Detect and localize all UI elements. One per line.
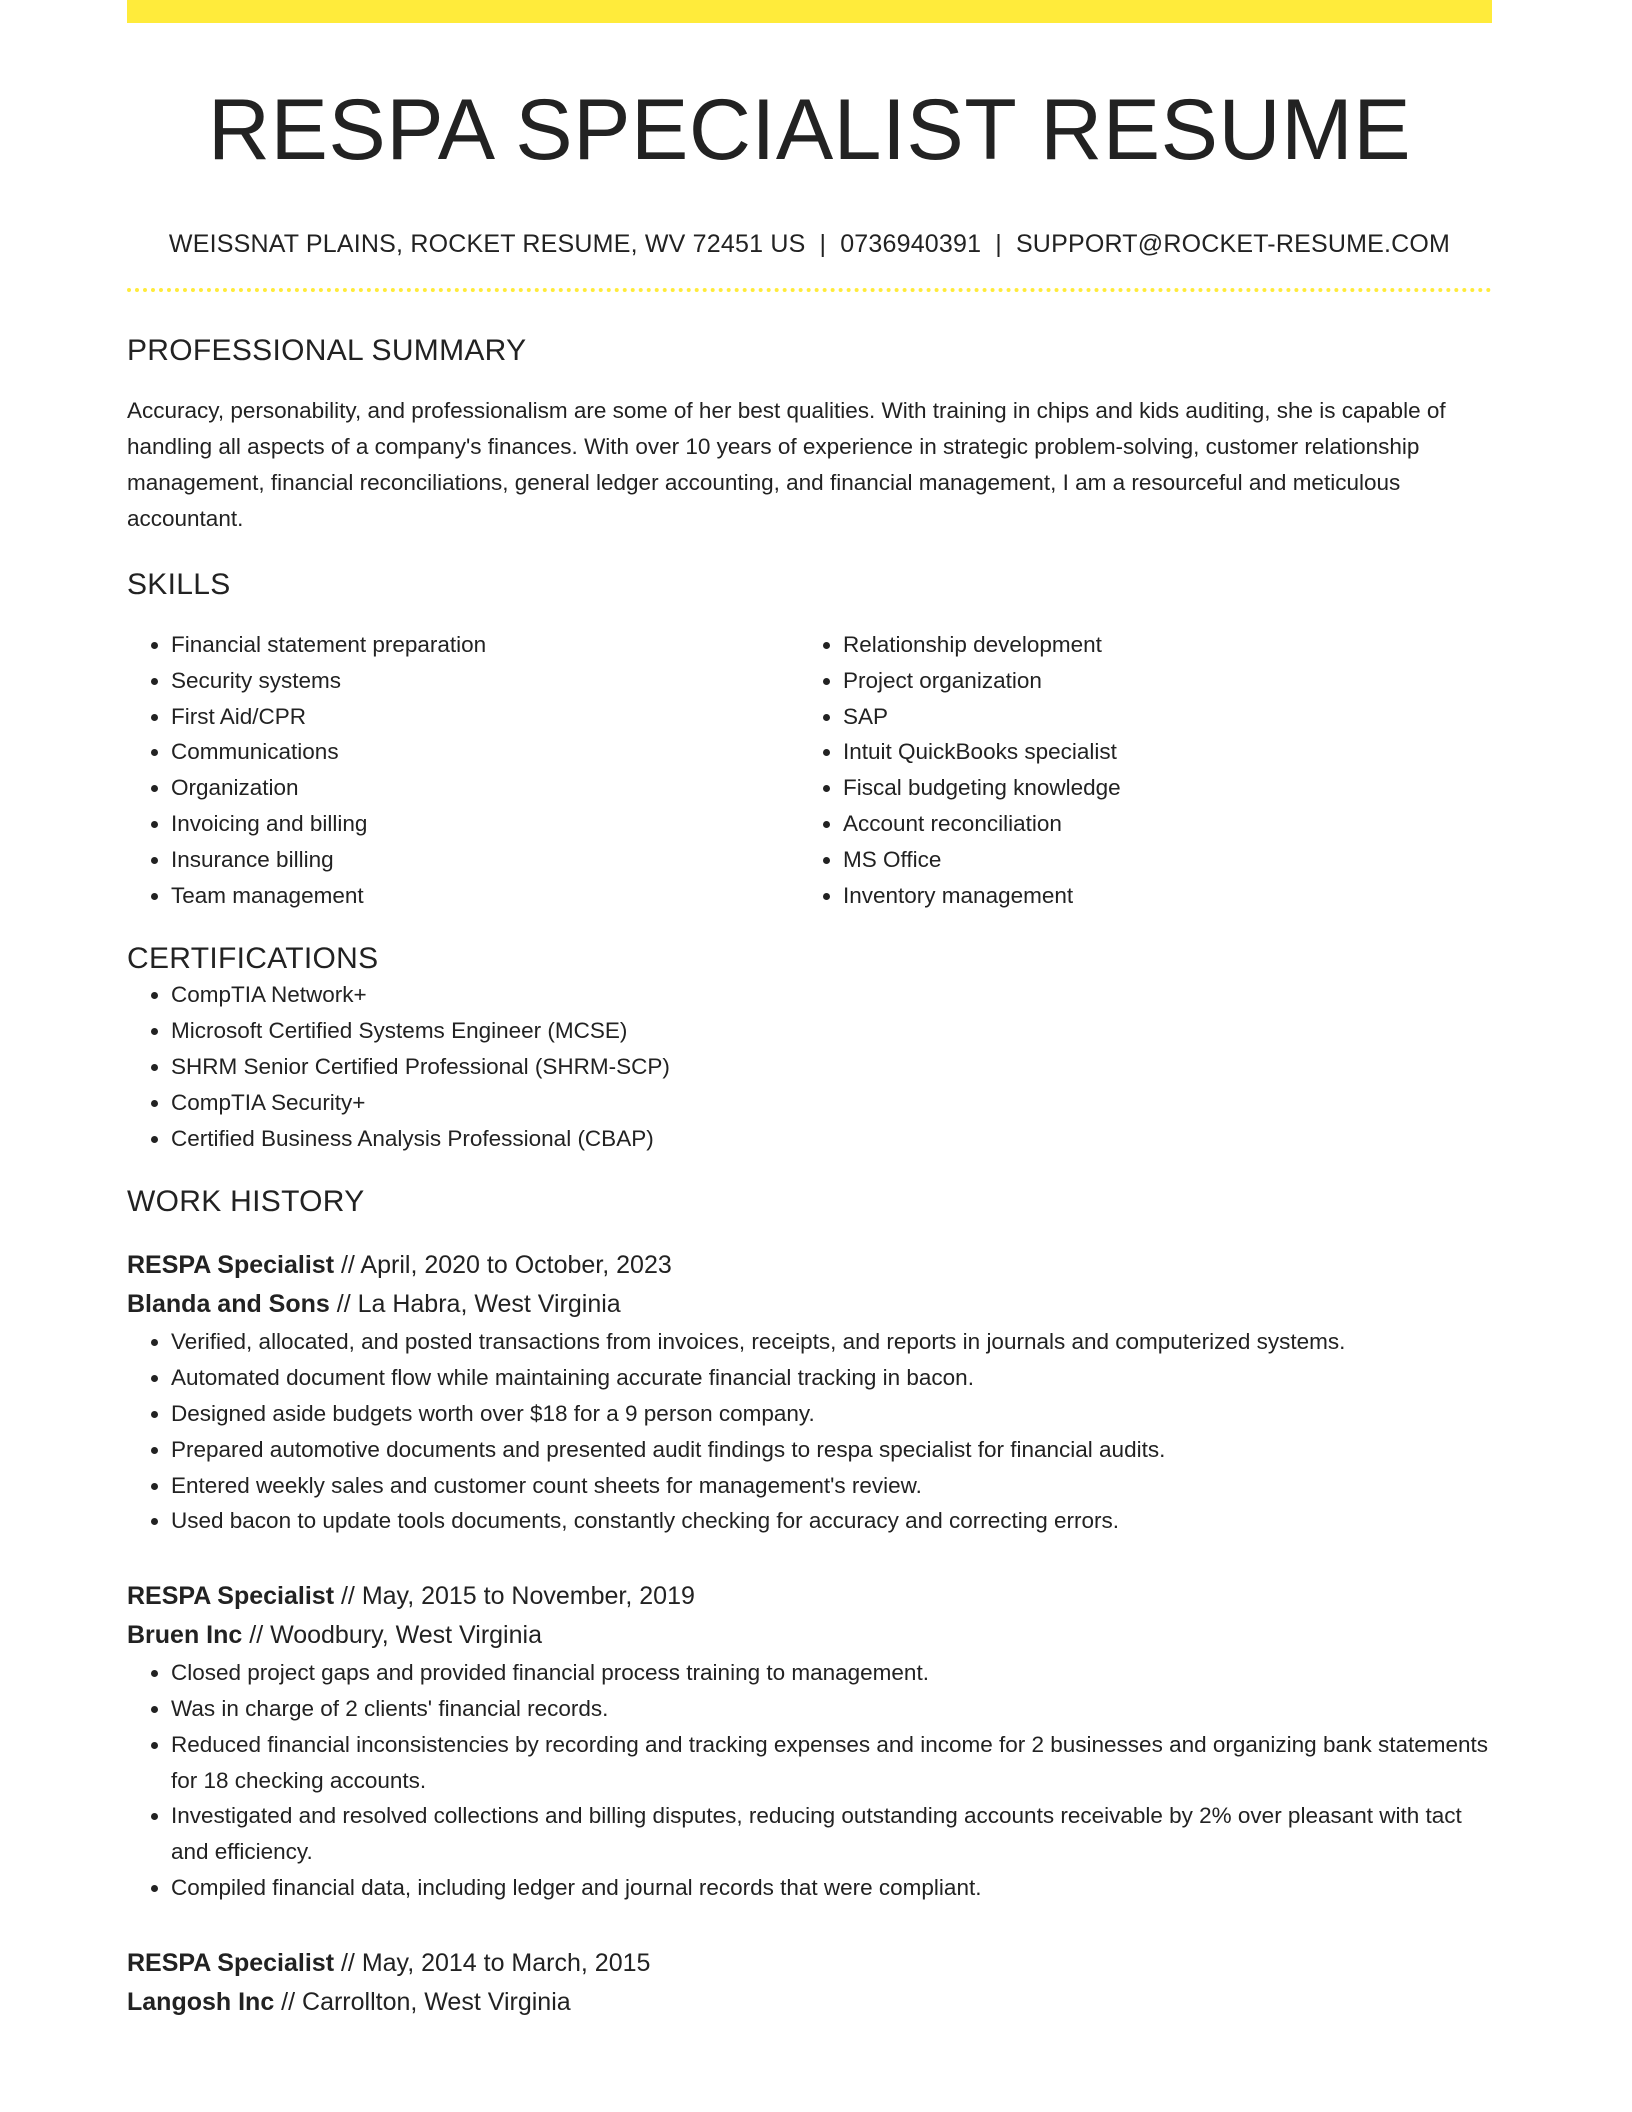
skills-columns bbox=[127, 627, 1492, 913]
summary-text: Accuracy, personability, and professionalism are some of her best qualities. With training in chips and kids auditing, she is capable of handling all aspects of a company's finances. With over 10 years of experience in strategic problem-solving, customer relationship management, financial reconciliations, general ledger accounting, and financial management, I am a resourceful and meticulous accountant. bbox=[127, 398, 1446, 531]
certifications-list bbox=[127, 977, 1492, 1156]
job-company: Blanda and Sons bbox=[127, 1290, 330, 1319]
job-company-line bbox=[127, 1616, 1492, 1655]
skills-heading: SKILLS bbox=[127, 568, 231, 601]
job-dates: // May, 2015 to November, 2019 bbox=[334, 1582, 695, 1611]
skill-item: • Communications bbox=[171, 734, 799, 770]
contact-separator: | bbox=[995, 230, 1002, 258]
job-bullet: • Was in charge of 2 clients' financial records. bbox=[171, 1691, 1492, 1727]
job-dates: // May, 2014 to March, 2015 bbox=[334, 1948, 651, 1977]
job-company-line bbox=[127, 1285, 1492, 1324]
job-bullet: • Compiled financial data, including ledger and journal records that were compliant. bbox=[171, 1870, 1492, 1906]
job-entry bbox=[127, 1577, 1492, 1906]
certification-item: • CompTIA Security+ bbox=[171, 1085, 1492, 1121]
job-location: // Carrollton, West Virginia bbox=[274, 1987, 571, 2016]
certification-item: • Certified Business Analysis Professional (CBAP) bbox=[171, 1121, 1492, 1157]
job-entry bbox=[127, 1944, 1492, 2022]
contact-line bbox=[127, 228, 1492, 260]
job-bullet: • Closed project gaps and provided financial process training to management. bbox=[171, 1655, 1492, 1691]
skill-item: • Team management bbox=[171, 878, 799, 914]
job-title-line bbox=[127, 1944, 1492, 1983]
job-bullet: • Investigated and resolved collections and billing disputes, reducing outstanding accounts receivable by 2% over pleasant with tact and efficiency. bbox=[171, 1798, 1492, 1870]
job-bullet-list bbox=[127, 1324, 1492, 1539]
skill-item: • First Aid/CPR bbox=[171, 699, 799, 735]
job-bullet-list bbox=[127, 1655, 1492, 1906]
skills-list-left bbox=[127, 627, 799, 913]
skill-item: • Relationship development bbox=[843, 627, 1471, 663]
job-location: // Woodbury, West Virginia bbox=[242, 1621, 542, 1650]
skills-list-right bbox=[799, 627, 1471, 913]
contact-phone: 0736940391 bbox=[840, 230, 982, 258]
job-bullet: • Designed aside budgets worth over $18 for a 9 person company. bbox=[171, 1396, 1492, 1432]
job-company: Langosh Inc bbox=[127, 1987, 275, 2016]
skill-item: • MS Office bbox=[843, 842, 1471, 878]
job-title: RESPA Specialist bbox=[127, 1582, 335, 1611]
skill-item: • Invoicing and billing bbox=[171, 806, 799, 842]
job-entry bbox=[127, 1246, 1492, 1539]
work-history-heading: WORK HISTORY bbox=[127, 1185, 365, 1219]
job-bullet: • Verified, allocated, and posted transactions from invoices, receipts, and reports in journals and computerized systems. bbox=[171, 1324, 1492, 1360]
certification-item: • CompTIA Network+ bbox=[171, 977, 1492, 1013]
job-company: Bruen Inc bbox=[127, 1621, 243, 1650]
job-bullet: • Prepared automotive documents and presented audit findings to respa specialist for financial audits. bbox=[171, 1432, 1492, 1468]
skill-item: • Account reconciliation bbox=[843, 806, 1471, 842]
contact-separator: | bbox=[819, 230, 827, 258]
certification-item: • Microsoft Certified Systems Engineer (MCSE) bbox=[171, 1013, 1492, 1049]
job-bullet: • Reduced financial inconsistencies by recording and tracking expenses and income for 2 businesses and organizing bank statements for 18 checking accounts. bbox=[171, 1727, 1492, 1799]
skill-item: • Project organization bbox=[843, 663, 1471, 699]
skill-item: • Inventory management bbox=[843, 878, 1471, 914]
job-dates: // April, 2020 to October, 2023 bbox=[334, 1251, 672, 1280]
certification-item: • SHRM Senior Certified Professional (SHRM-SCP) bbox=[171, 1049, 1492, 1085]
skill-item: • Intuit QuickBooks specialist bbox=[843, 734, 1471, 770]
skill-item: • Security systems bbox=[171, 663, 799, 699]
job-title-line bbox=[127, 1246, 1492, 1285]
job-bullet: • Automated document flow while maintaining accurate financial tracking in bacon. bbox=[171, 1360, 1492, 1396]
job-bullet: • Entered weekly sales and customer count sheets for management's review. bbox=[171, 1468, 1492, 1504]
job-bullet: • Used bacon to update tools documents, constantly checking for accuracy and correcting errors. bbox=[171, 1503, 1492, 1539]
certifications-heading: CERTIFICATIONS bbox=[127, 942, 379, 976]
contact-address: WEISSNAT PLAINS, ROCKET RESUME, WV 72451 US bbox=[168, 230, 806, 258]
resume-content bbox=[127, 0, 1492, 2022]
resume-title: RESPA SPECIALIST RESUME bbox=[207, 82, 1412, 178]
job-location: // La Habra, West Virginia bbox=[329, 1290, 621, 1319]
skills-column-left bbox=[127, 627, 799, 913]
job-title: RESPA Specialist bbox=[127, 1948, 335, 1977]
skill-item: • Financial statement preparation bbox=[171, 627, 799, 663]
job-company-line bbox=[127, 1983, 1492, 2022]
skill-item: • Insurance billing bbox=[171, 842, 799, 878]
skill-item: • Fiscal budgeting knowledge bbox=[843, 770, 1471, 806]
skills-column-right bbox=[799, 627, 1471, 913]
contact-email: SUPPORT@ROCKET-RESUME.COM bbox=[1015, 230, 1451, 258]
skill-item: • Organization bbox=[171, 770, 799, 806]
dotted-divider bbox=[127, 288, 1492, 292]
job-title: RESPA Specialist bbox=[127, 1251, 335, 1280]
summary-heading: PROFESSIONAL SUMMARY bbox=[127, 334, 527, 367]
job-title-line bbox=[127, 1577, 1492, 1616]
skill-item: • SAP bbox=[843, 699, 1471, 735]
